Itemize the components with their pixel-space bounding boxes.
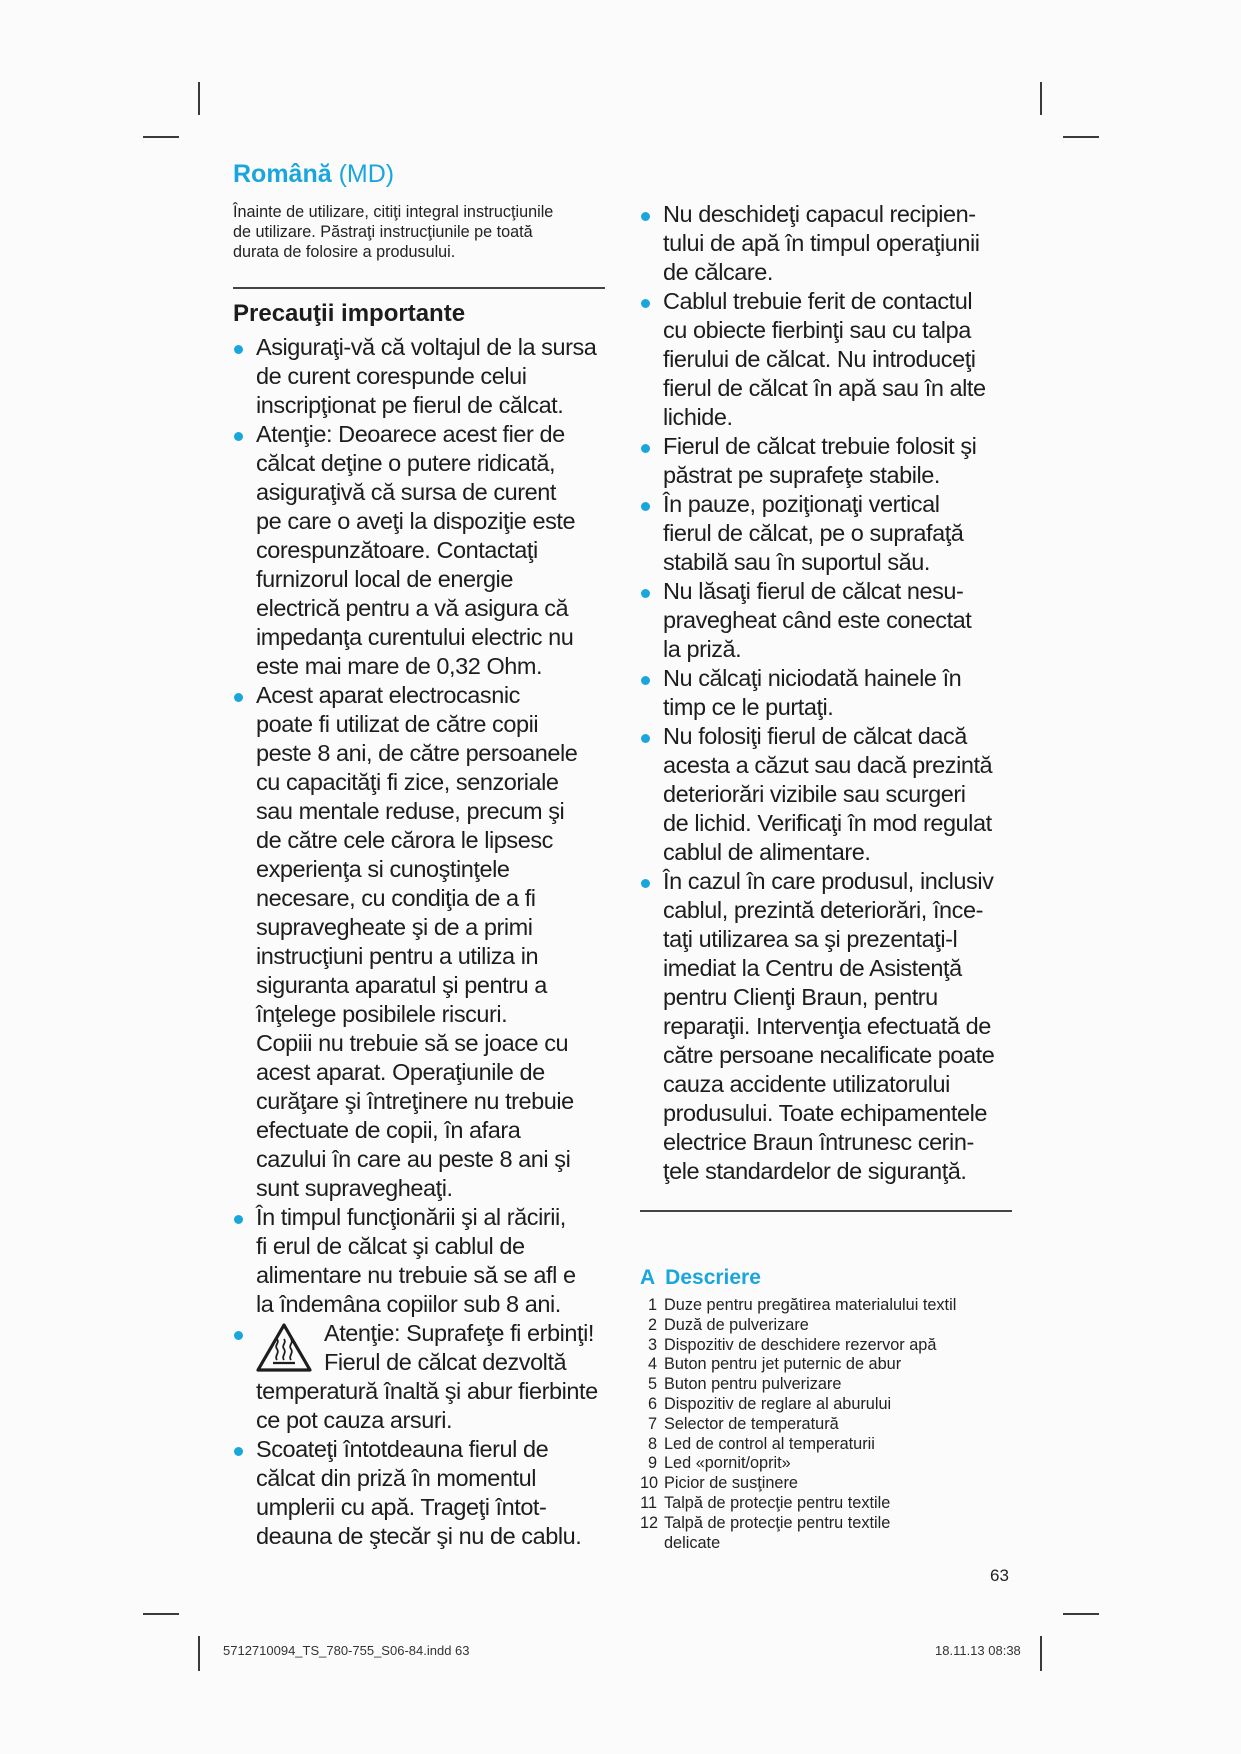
section-letter: A <box>640 1266 656 1289</box>
text-line: tului de apă în timpul operaţiunii <box>663 230 980 256</box>
warning-row <box>256 1319 618 1377</box>
hot-surface-warning-icon <box>256 1323 312 1373</box>
crop-mark <box>1040 1636 1042 1671</box>
section-title: Descriere <box>665 1266 761 1289</box>
description-item <box>640 1415 1020 1435</box>
text-line: Nu deschideţi capacul recipien- <box>663 201 976 227</box>
section-heading-precautions: Precauţii importante <box>233 300 466 327</box>
item-number: 3 <box>647 1335 657 1354</box>
item-number: 2 <box>647 1315 657 1334</box>
text-line: Înainte de utilizare, citiţi integral instrucţiunile <box>233 203 554 221</box>
text-line: asiguraţivă că sursa de curent <box>256 479 556 505</box>
list-item <box>233 1435 618 1551</box>
text-line: pravegheat când este conectat <box>663 607 972 633</box>
item-label: Dispozitiv de reglare al aburului <box>664 1394 892 1413</box>
text-line: Asiguraţi-vă că voltajul de la sursa <box>256 334 597 360</box>
text-line: alimentare nu trebuie să se afl e <box>256 1262 576 1288</box>
text-line: experienţa si cunoştinţele <box>256 856 510 882</box>
text-line: la priză. <box>663 636 742 662</box>
description-item <box>640 1454 1020 1474</box>
list-item <box>640 722 1020 867</box>
language-name: Română <box>233 160 332 188</box>
text-line: cablul de alimentare. <box>663 839 871 865</box>
text-line: corespunzătoare. Contactaţi <box>256 537 538 563</box>
item-label: Buton pentru pulverizare <box>664 1375 842 1394</box>
precautions-list-continued <box>233 1435 618 1551</box>
crop-mark <box>198 1636 200 1671</box>
text-line: fi erul de călcat şi cablul de <box>256 1233 525 1259</box>
text-line: cu obiecte fierbinţi sau cu talpa <box>663 317 971 343</box>
text-line: Nu folosiţi fierul de călcat dacă <box>663 723 967 749</box>
text-line: lichide. <box>663 404 733 430</box>
text-line: inscripţionat pe fierul de călcat. <box>256 392 564 418</box>
text-line: Fierul de călcat trebuie folosit şi <box>663 433 977 459</box>
description-item <box>640 1336 1020 1356</box>
text-line: ţele standardelor de siguranţă. <box>663 1158 967 1184</box>
item-label: Selector de temperatură <box>664 1414 839 1433</box>
text-line: temperatură înaltă şi abur fierbinte <box>256 1378 598 1404</box>
text-line: poate fi utilizat de către copii <box>256 711 539 737</box>
item-number: 1 <box>647 1296 657 1314</box>
item-number: 4 <box>647 1355 657 1374</box>
text-line: deauna de ştecăr şi nu de cablu. <box>256 1523 582 1549</box>
item-label: Led «pornit/oprit» <box>664 1454 791 1473</box>
item-label: Buton pentru jet puternic de abur <box>664 1355 902 1374</box>
list-item <box>640 200 1020 287</box>
item-number: 7 <box>647 1414 657 1433</box>
description-item <box>640 1395 1020 1415</box>
description-item <box>640 1494 1020 1514</box>
item-number: 12 <box>640 1513 659 1532</box>
list-item <box>640 577 1020 664</box>
text-line: instrucţiuni pentru a utiliza in <box>256 943 539 969</box>
text-line: sau mentale reduse, precum şi <box>256 798 565 824</box>
text-line: de lichid. Verificaţi în mod regulat <box>663 810 992 836</box>
text-line: la îndemâna copiilor sub 8 ani. <box>256 1291 561 1317</box>
item-number: 11 <box>640 1493 657 1512</box>
description-item <box>640 1474 1020 1494</box>
text-line: călcat din priză în momentul <box>256 1465 536 1491</box>
item-number: 6 <box>647 1394 657 1413</box>
description-item <box>640 1435 1020 1455</box>
precautions-left-column <box>233 333 618 1551</box>
text-line: Scoateţi întotdeauna fierul de <box>256 1436 549 1462</box>
text-line: păstrat pe suprafeţe stabile. <box>663 462 940 488</box>
text-line: cauza accidente utilizatorului <box>663 1071 950 1097</box>
text-line: curăţare şi întreţinere nu trebuie <box>256 1088 574 1114</box>
text-line: de curent corespunde celui <box>256 363 527 389</box>
crop-mark <box>198 82 200 115</box>
text-line: siguranta aparatul şi pentru a <box>256 972 547 998</box>
text-line: sunt supravegheaţi. <box>256 1175 453 1201</box>
text-line: de utilizare. Păstraţi instrucţiunile pe toată <box>233 223 533 241</box>
text-line: Acest aparat electrocasnic <box>256 682 520 708</box>
warning-text <box>256 1377 618 1435</box>
text-line: impedanţa curentului electric nu <box>256 624 574 650</box>
text-line: fierul de călcat, pe o suprafaţă <box>663 520 964 546</box>
divider <box>233 287 605 289</box>
text-line: Nu lăsaţi fierul de călcat nesu- <box>663 578 964 604</box>
list-item <box>640 490 1020 577</box>
item-label: Picior de susţinere <box>664 1474 798 1493</box>
list-item <box>233 681 618 1203</box>
text-line: efectuate de copii, în afara <box>256 1117 521 1143</box>
description-item <box>640 1375 1020 1395</box>
text-line: Nu călcaţi niciodată hainele în <box>663 665 962 691</box>
warning-inline-text <box>324 1319 594 1377</box>
text-line: durata de folosire a produsului. <box>233 243 456 261</box>
text-line: supravegheate şi de a primi <box>256 914 533 940</box>
section-heading-description <box>640 1266 761 1290</box>
list-item <box>640 664 1020 722</box>
text-line: acest aparat. Operaţiunile de <box>256 1059 545 1085</box>
text-line: necesare, cu condiţia de a fi <box>256 885 536 911</box>
text-line: înţelege posibilele riscuri. <box>256 1001 508 1027</box>
text-line: este mai mare de 0,32 Ohm. <box>256 653 543 679</box>
list-item <box>233 1203 618 1319</box>
language-region: (MD) <box>331 160 395 188</box>
text-line: Copiii nu trebuie să se joace cu <box>256 1030 569 1056</box>
divider <box>640 1210 1012 1212</box>
crop-mark <box>143 136 179 138</box>
description-list <box>640 1296 1020 1553</box>
crop-mark <box>1063 1613 1099 1615</box>
text-line: umplerii cu apă. Trageţi întot- <box>256 1494 547 1520</box>
intro-text <box>233 202 613 262</box>
list-item <box>640 432 1020 490</box>
text-line: peste 8 ani, de către persoanele <box>256 740 578 766</box>
list-item-warning <box>233 1319 618 1435</box>
crop-mark <box>1040 82 1042 115</box>
text-line: imediat la Centru de Asistenţă <box>663 955 962 981</box>
item-number: 8 <box>647 1434 657 1453</box>
precautions-right-column <box>640 200 1020 1186</box>
item-label: Duză de pulverizare <box>664 1315 809 1334</box>
item-label: Dispozitiv de deschidere rezervor apă <box>664 1335 937 1354</box>
page-number: 63 <box>990 1566 1009 1585</box>
footer-file-info: 5712710094_TS_780-755_S06-84.indd 63 <box>223 1643 470 1658</box>
text-line: de către cele cărora le lipsesc <box>256 827 553 853</box>
list-item <box>233 420 618 681</box>
text-line: Atenţie: Suprafeţe fi erbinţi! <box>324 1320 594 1346</box>
text-line: pentru Clienţi Braun, pentru <box>663 984 938 1010</box>
page-title <box>233 160 394 189</box>
item-number: 5 <box>647 1375 657 1394</box>
list-item <box>640 867 1020 1186</box>
description-item <box>640 1316 1020 1336</box>
item-label: Duze pentru pregătirea materialului textil <box>664 1296 957 1314</box>
text-line: reparaţii. Intervenţia efectuată de <box>663 1013 991 1039</box>
text-line: furnizorul local de energie <box>256 566 513 592</box>
precautions-list <box>233 333 618 1319</box>
text-line: cu capacităţi fi zice, senzoriale <box>256 769 559 795</box>
text-line: fierului de călcat. Nu introduceţi <box>663 346 976 372</box>
item-number: 9 <box>647 1454 657 1473</box>
crop-mark <box>1063 136 1099 138</box>
text-line: În pauze, poziţionaţi vertical <box>663 491 940 517</box>
text-line: În timpul funcţionării şi al răcirii, <box>256 1204 566 1230</box>
description-item <box>640 1514 1020 1554</box>
footer-date: 18.11.13 08:38 <box>935 1643 1021 1658</box>
text-line: electrică pentru a vă asigura că <box>256 595 569 621</box>
description-item <box>640 1355 1020 1375</box>
text-line: stabilă sau în suportul său. <box>663 549 930 575</box>
text-line: electrice Braun întrunesc cerin- <box>663 1129 974 1155</box>
text-line: Fierul de călcat dezvoltă <box>324 1349 567 1375</box>
text-line: cazului în care au peste 8 ani şi <box>256 1146 571 1172</box>
list-item <box>233 333 618 420</box>
item-label: Talpă de protecţie pentru textile <box>664 1513 891 1532</box>
text-line: acesta a căzut sau dacă prezintă <box>663 752 993 778</box>
precautions-warning <box>233 1319 618 1435</box>
item-number: 10 <box>640 1474 659 1493</box>
text-line: călcat deţine o putere ridicată, <box>256 450 556 476</box>
crop-mark <box>143 1613 179 1615</box>
item-label: Talpă de protecţie pentru textile <box>664 1493 891 1512</box>
text-line: ce pot cauza arsuri. <box>256 1407 453 1433</box>
text-line: În cazul în care produsul, inclusiv <box>663 868 994 894</box>
precautions-list-right <box>640 200 1020 1186</box>
text-line: timp ce le purtaţi. <box>663 694 834 720</box>
text-line: de călcare. <box>663 259 774 285</box>
text-line: Cablul trebuie ferit de contactul <box>663 288 973 314</box>
text-line: produsului. Toate echipamentele <box>663 1100 987 1126</box>
description-item <box>640 1296 1020 1316</box>
list-item <box>640 287 1020 432</box>
text-line: pe care o aveţi la dispoziţie este <box>256 508 576 534</box>
item-label: Led de control al temperaturii <box>664 1434 875 1453</box>
text-line: către persoane necalificate poate <box>663 1042 995 1068</box>
text-line: Atenţie: Deoarece acest fier de <box>256 421 565 447</box>
text-line: cablul, prezintă deteriorări, înce- <box>663 897 983 923</box>
text-line: deteriorări vizibile sau scurgeri <box>663 781 966 807</box>
item-label-continued: delicate <box>664 1533 721 1552</box>
text-line: fierul de călcat în apă sau în alte <box>663 375 986 401</box>
text-line: taţi utilizarea sa şi prezentaţi-l <box>663 926 958 952</box>
